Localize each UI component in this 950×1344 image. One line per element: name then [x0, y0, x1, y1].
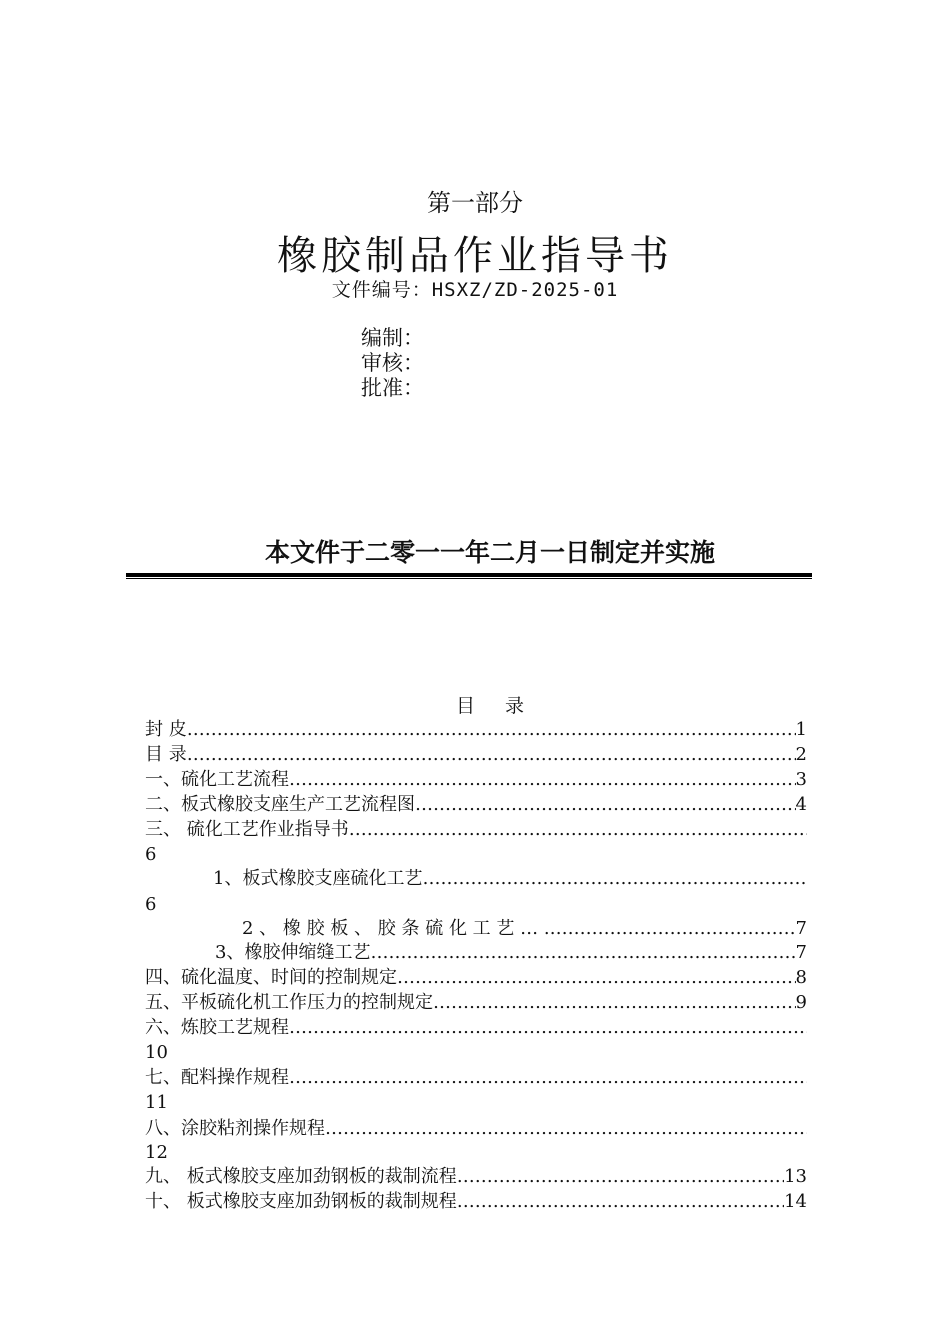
toc-entry-page: 4: [795, 794, 807, 815]
toc-entry-page: 7: [795, 942, 807, 963]
toc-entry-label: 2 、 橡 胶 板 、 胶 条 硫 化 工 艺 … .: [242, 918, 550, 939]
toc-entry[interactable]: [145, 1165, 807, 1189]
toc-entry-page: 6: [145, 894, 157, 915]
part-heading: 第一部分: [427, 189, 523, 217]
toc-leader: [415, 793, 796, 817]
toc-entry-page: 1: [795, 719, 807, 740]
toc-entry-label: 1、板式橡胶支座硫化工艺: [213, 868, 423, 889]
effective-date-statement: 本文件于二零一一年二月一日制定并实施: [264, 538, 715, 567]
toc-leader: [187, 718, 796, 742]
toc-leader: [187, 743, 796, 767]
toc-entry[interactable]: [145, 743, 807, 767]
toc-title: 目录: [455, 695, 554, 717]
toc-entry-label: 封 皮: [145, 719, 187, 740]
divider-thin: [126, 578, 812, 579]
toc-entry-page: 3: [795, 769, 807, 790]
toc-entry-page: 11: [145, 1092, 168, 1113]
divider-thick: [126, 573, 812, 577]
toc-leader: [550, 917, 796, 941]
toc-leader: [457, 1190, 784, 1214]
toc-leader: [325, 1117, 807, 1141]
toc-entry-label: 目 录: [145, 744, 187, 765]
toc-entry[interactable]: [213, 867, 807, 891]
toc-leader: [457, 1165, 784, 1189]
toc-entry[interactable]: [145, 1066, 807, 1090]
toc-entry[interactable]: [145, 718, 807, 742]
toc-entry-label: 十、 板式橡胶支座加劲钢板的裁制规程: [145, 1191, 457, 1212]
toc-entry-label: 七、配料操作规程: [145, 1067, 289, 1088]
toc-entry[interactable]: [145, 818, 807, 842]
toc-entry[interactable]: [145, 768, 807, 792]
toc-entry-label: 3、橡胶伸缩缝工艺: [215, 942, 371, 963]
document-number: 文件编号：HSXZ/ZD-2025-01: [331, 279, 619, 301]
document-title: 橡胶制品作业指导书: [277, 233, 673, 279]
toc-leader: [289, 768, 796, 792]
toc-entry[interactable]: [145, 1190, 807, 1214]
toc-entry-label: 三、 硫化工艺作业指导书: [145, 819, 349, 840]
toc-leader: [289, 1066, 807, 1090]
toc-entry[interactable]: [145, 793, 807, 817]
toc-entry-label: 九、 板式橡胶支座加劲钢板的裁制流程: [145, 1166, 457, 1187]
toc-entry[interactable]: [145, 966, 807, 990]
toc-entry[interactable]: [145, 991, 807, 1015]
toc-leader: [349, 818, 807, 842]
toc-leader: [370, 941, 795, 965]
toc-entry[interactable]: [242, 917, 807, 941]
prepared-by-label: 编制：: [361, 326, 424, 350]
toc-entry-page: 12: [145, 1142, 168, 1163]
approved-by-label: 批准：: [361, 376, 424, 400]
toc-entry-page: 9: [795, 992, 807, 1013]
toc-entry-label: 八、涂胶粘剂操作规程: [145, 1118, 325, 1139]
toc-entry-page: 2: [795, 744, 807, 765]
toc-entry-page: 13: [784, 1166, 807, 1187]
toc-entry-label: 二、板式橡胶支座生产工艺流程图: [145, 794, 415, 815]
toc-entry-page: 7: [795, 918, 807, 939]
toc-entry[interactable]: [145, 1117, 807, 1141]
toc-leader: [397, 966, 796, 990]
toc-entry[interactable]: [145, 1016, 807, 1040]
toc-leader: [289, 1016, 807, 1040]
toc-entry-page: 10: [145, 1042, 168, 1063]
toc-entry-label: 五、平板硫化机工作压力的控制规定: [145, 992, 433, 1013]
toc-entry-page: 6: [145, 844, 157, 865]
toc-leader: [422, 867, 807, 891]
toc-entry-label: 六、炼胶工艺规程: [145, 1017, 289, 1038]
toc-entry-label: 一、硫化工艺流程: [145, 769, 289, 790]
toc-entry[interactable]: [215, 941, 807, 965]
toc-leader: [433, 991, 796, 1015]
toc-entry-label: 四、硫化温度、时间的控制规定: [145, 967, 397, 988]
reviewed-by-label: 审核：: [361, 351, 424, 375]
toc-entry-page: 8: [795, 967, 807, 988]
toc-entry-page: 14: [784, 1191, 807, 1212]
